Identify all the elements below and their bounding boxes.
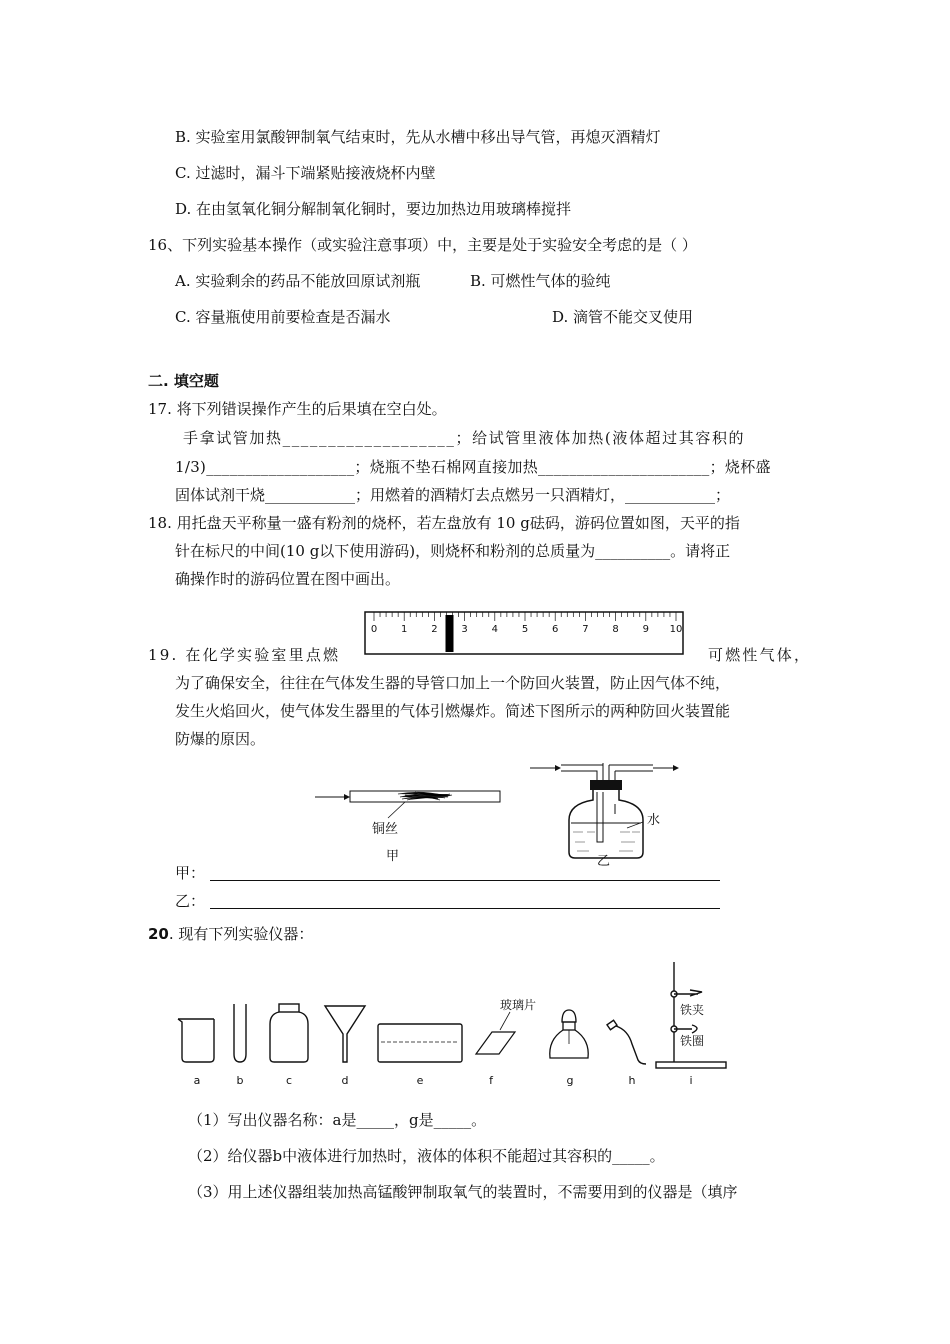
- funnel-icon: [325, 1006, 365, 1062]
- q20-sub1: （1）写出仪器名称：a是_____，g是_____。: [188, 1111, 487, 1129]
- q19-line4: 防爆的原因。: [175, 730, 266, 748]
- delivery-tube-icon: [607, 1020, 646, 1064]
- q19-line3: 发生火焰回火，使气体发生器里的气体引燃爆炸。简述下图所示的两种防回火装置能: [175, 702, 731, 720]
- q18-line2: 针在标尺的中间(10 g以下使用游码)，则烧杯和粉剂的总质量为__________。请将正: [175, 542, 731, 560]
- q20-number: 20: [148, 925, 169, 943]
- answer-jia-label: 甲：: [175, 864, 206, 882]
- ruler-tick-label: 7: [582, 624, 589, 635]
- q19-line1-left: 19. 在化学实验室里点燃: [148, 646, 341, 664]
- q20-sub3: （3）用上述仪器组装加热高锰酸钾制取氧气的装置时，不需要用到的仪器是（填序: [188, 1183, 738, 1201]
- q18-line1: 18. 用托盘天平称量一盛有粉剂的烧杯，若左盘放有 10 g砝码，游码位置如图，天平的指: [148, 514, 740, 532]
- section-title: 二. 填空题: [148, 372, 219, 390]
- ruler-tick-label: 1: [401, 624, 408, 635]
- ruler-tick-label: 4: [491, 624, 498, 635]
- apparatus-label-f: f: [489, 1074, 493, 1087]
- apparatus-label-h: h: [628, 1074, 636, 1087]
- wide-mouth-bottle-icon: [270, 1004, 308, 1062]
- label-jia: 甲: [386, 849, 400, 864]
- ruler-tick-label: 2: [431, 624, 438, 635]
- apparatus-label-b: b: [236, 1074, 244, 1087]
- answer-yi-line[interactable]: [210, 908, 720, 909]
- ruler-tick-label: 6: [552, 624, 559, 635]
- answer-jia-line[interactable]: [210, 880, 720, 881]
- label-glass-slide: 玻璃片: [500, 998, 537, 1012]
- q19-line1-right: 可燃性气体，: [708, 646, 812, 664]
- iron-stand-icon: [656, 962, 726, 1068]
- q17-line2: 1/3)___________________；烧瓶不垫石棉网直接加热______________________；烧杯盛: [175, 458, 771, 476]
- label-iron-ring: 铁圈: [680, 1034, 705, 1048]
- q19-line2: 为了确保安全，往往在气体发生器的导管口加上一个防回火装置，防止因气体不纯，: [175, 674, 731, 692]
- apparatus-label-d: d: [341, 1074, 349, 1087]
- apparatus-label-a: a: [193, 1074, 201, 1087]
- ruler-rider[interactable]: [446, 615, 454, 652]
- q16-option-b: B. 可燃性气体的验纯: [470, 272, 611, 290]
- alcohol-lamp-icon: [550, 1010, 588, 1058]
- q17-line1: 手拿试管加热___________________；给试管里液体加热(液体超过其容积的: [183, 429, 746, 447]
- q20-sub2: （2）给仪器b中液体进行加热时，液体的体积不能超过其容积的_____。: [188, 1147, 665, 1165]
- q17-line3: 固体试剂干烧____________；用燃着的酒精灯去点燃另一只酒精灯，____________；: [175, 486, 731, 504]
- apparatus-label-i: i: [689, 1074, 693, 1087]
- flashback-device-yi: [525, 752, 685, 867]
- q15-option-c: C. 过滤时，漏斗下端紧贴接液烧杯内壁: [175, 164, 436, 182]
- test-tube-icon: [234, 1004, 246, 1062]
- ruler-tick-label: 0: [370, 624, 378, 635]
- water-trough-icon: [378, 1024, 462, 1062]
- apparatus-label-g: g: [566, 1074, 574, 1087]
- q16-stem: 16、下列实验基本操作（或实验注意事项）中，主要是处于实验安全考虑的是（ ）: [148, 236, 697, 254]
- q17-stem: 17. 将下列错误操作产生的后果填在空白处。: [148, 400, 447, 418]
- ruler-tick-label: 8: [612, 624, 619, 635]
- ruler-tick-label: 10: [669, 624, 683, 635]
- ruler-tick-label: 5: [521, 624, 529, 635]
- label-iron-clamp: 铁夹: [680, 1003, 705, 1017]
- q18-line3: 确操作时的游码位置在图中画出。: [175, 570, 401, 588]
- apparatus-label-e: e: [416, 1074, 424, 1087]
- q16-option-c: C. 容量瓶使用前要检查是否漏水: [175, 308, 391, 326]
- q16-option-d: D. 滴管不能交叉使用: [552, 308, 694, 326]
- q15-option-d: D. 在由氢氧化铜分解制氧化铜时，要边加热边用玻璃棒搅拌: [175, 200, 572, 218]
- apparatus-label-c: c: [285, 1074, 293, 1087]
- q15-option-b: B. 实验室用氯酸钾制氧气结束时，先从水槽中移出导气管，再熄灭酒精灯: [175, 128, 661, 146]
- q20-stem: [148, 924, 313, 944]
- ruler-tick-label: 9: [642, 624, 649, 635]
- label-copper-wire: 铜丝: [372, 822, 399, 837]
- balance-rider-scale: [364, 611, 684, 655]
- label-yi: 乙: [597, 854, 611, 867]
- label-water: 水: [647, 813, 661, 828]
- q16-option-a: A. 实验剩余的药品不能放回原试剂瓶: [175, 272, 421, 290]
- q20-stem-text: . 现有下列实验仪器：: [168, 925, 314, 943]
- flashback-device-jia: [310, 780, 510, 865]
- ruler-tick-label: 3: [461, 624, 468, 635]
- glass-slide-icon: [476, 997, 536, 1054]
- apparatus-figure: [170, 952, 730, 1092]
- answer-yi-label: 乙：: [175, 892, 206, 910]
- beaker-icon: [178, 1019, 214, 1062]
